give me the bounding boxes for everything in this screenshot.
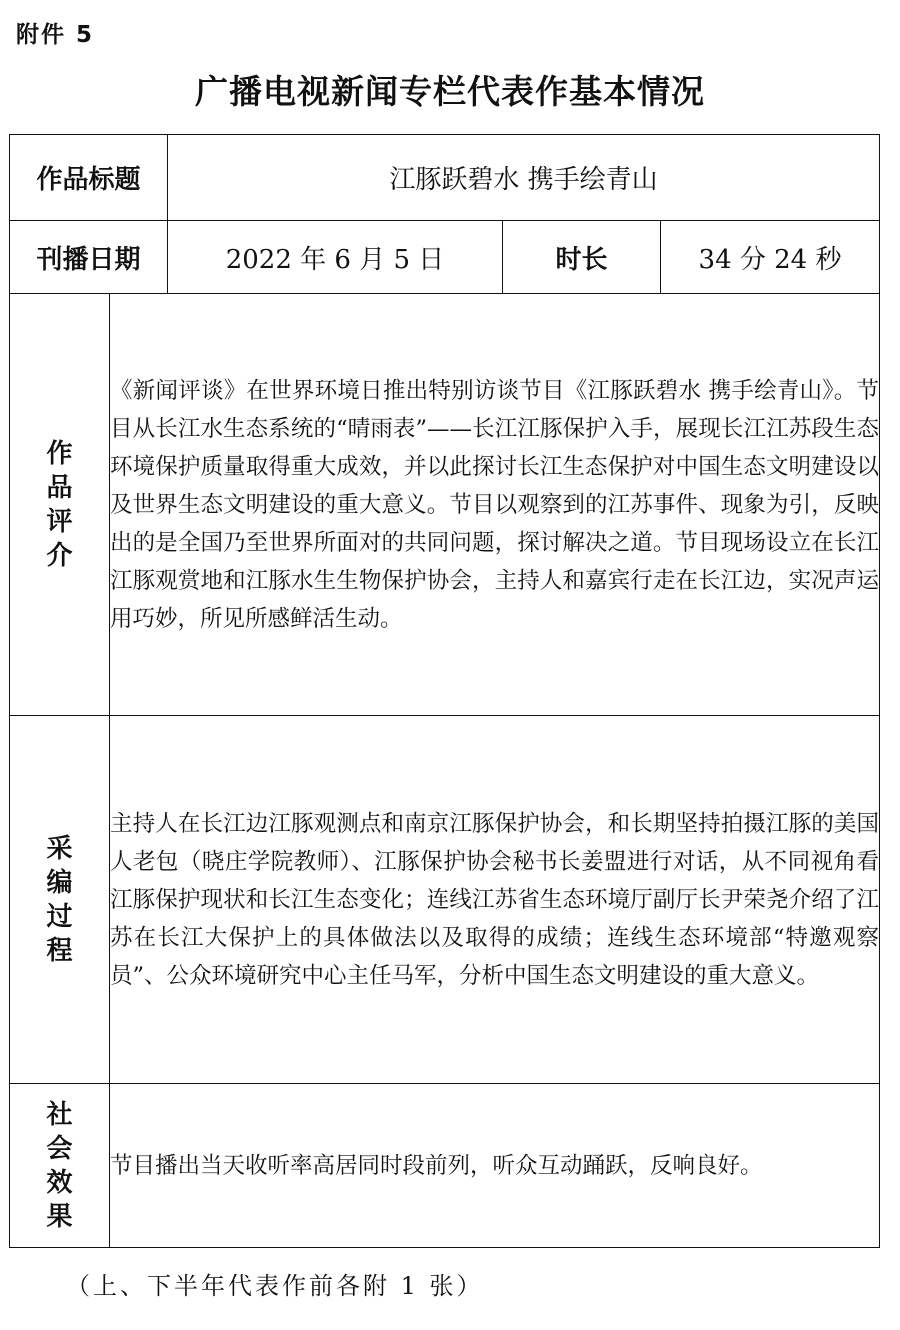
process-label-char: 程 <box>46 935 73 966</box>
effect-label-char: 社 <box>46 1099 73 1130</box>
process-label-char: 采 <box>46 833 73 864</box>
duration-value: 34 分 24 秒 <box>661 221 880 294</box>
process-label-char: 编 <box>46 867 73 898</box>
effect-label-char: 效 <box>46 1167 73 1198</box>
evaluation-label-char: 介 <box>46 540 73 571</box>
process-text: 主持人在长江边江豚观测点和南京江豚保护协会，和长期坚持拍摄江豚的美国人老包（晓庄学院教师）、江豚保护协会秘书长姜盟进行对话，从不同视角看江豚保护现状和长江生态变化；连线江苏省生态环境厅副厅长尹荣尧介绍了江苏在长江大保护上的具体做法以及取得的成绩；连线生态环境部“特邀观察员”、公众环境研究中心主任马军，分析中国生态文明建设的重大意义。 <box>110 716 880 1084</box>
info-table <box>9 134 880 1248</box>
broadcast-date-value: 2022 年 6 月 5 日 <box>168 221 503 294</box>
page-title: 广播电视新闻专栏代表作基本情况 <box>195 72 705 111</box>
effect-label-char: 果 <box>46 1201 73 1232</box>
evaluation-label-char: 品 <box>46 472 73 503</box>
work-title-row <box>10 135 880 221</box>
work-title-value: 江豚跃碧水 携手绘青山 <box>168 135 880 221</box>
work-title-label: 作品标题 <box>10 135 168 221</box>
process-label-char: 过 <box>46 901 73 932</box>
evaluation-label-char: 作 <box>46 438 73 469</box>
effect-row <box>10 1084 880 1248</box>
evaluation-label <box>10 294 110 716</box>
broadcast-row <box>10 221 880 294</box>
footnote: （上、下半年代表作前各附 1 张） <box>66 1272 484 1300</box>
evaluation-label-char: 评 <box>46 506 73 537</box>
broadcast-date-label: 刊播日期 <box>10 221 168 294</box>
attachment-label: 附件 5 <box>16 22 95 48</box>
effect-label <box>10 1084 110 1248</box>
evaluation-text: 《新闻评谈》在世界环境日推出特别访谈节目《江豚跃碧水 携手绘青山》。节目从长江水生态系统的“晴雨表”——长江江豚保护入手，展现长江江苏段生态环境保护质量取得重大成效，并以此探讨长江生态保护对中国生态文明建设以及世界生态文明建设的重大意义。节目以观察到的江苏事件、现象为引，反映出的是全国乃至世界所面对的共同问题，探讨解决之道。节目现场设立在长江江豚观赏地和江豚水生生物保护协会，主持人和嘉宾行走在长江边，实况声运用巧妙，所见所感鲜活生动。 <box>110 294 880 716</box>
duration-label: 时长 <box>503 221 661 294</box>
process-label <box>10 716 110 1084</box>
process-row <box>10 716 880 1084</box>
effect-text: 节目播出当天收听率高居同时段前列，听众互动踊跃，反响良好。 <box>110 1084 880 1248</box>
effect-label-char: 会 <box>46 1133 73 1164</box>
evaluation-row <box>10 294 880 716</box>
